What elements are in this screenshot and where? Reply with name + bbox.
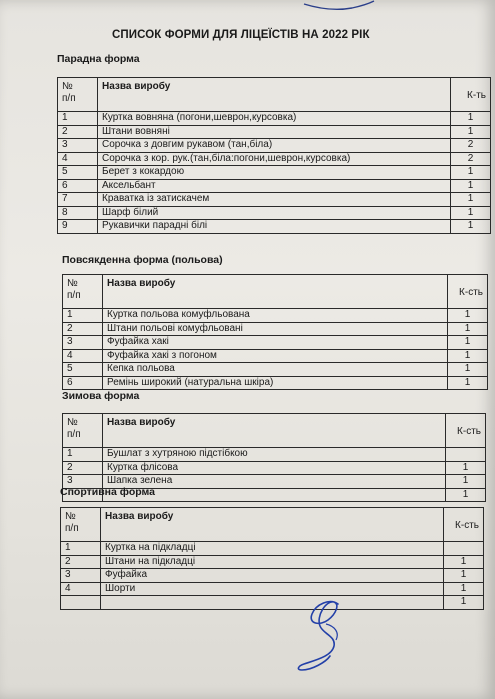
- row-number: 1: [63, 309, 103, 323]
- row-number: 4: [61, 582, 101, 596]
- row-item-name: Куртка флісова: [103, 461, 446, 475]
- row-item-name: Шорти: [101, 582, 444, 596]
- table-row: [58, 152, 491, 166]
- table-body: [61, 508, 484, 610]
- row-item-name: Фуфайка хакі: [103, 336, 448, 350]
- row-quantity: 1: [451, 220, 491, 234]
- header-item-name: Назва виробу: [98, 78, 451, 112]
- header-number: № п/п: [63, 275, 103, 309]
- table-row: [58, 139, 491, 153]
- table-row: [63, 336, 488, 350]
- row-quantity: 1: [448, 376, 488, 390]
- row-number: 4: [63, 349, 103, 363]
- section-heading-winter: Зимова форма: [62, 390, 140, 402]
- row-number: 4: [58, 152, 98, 166]
- row-quantity: 1: [446, 475, 486, 489]
- table-row: [63, 349, 488, 363]
- table-row: [61, 596, 484, 610]
- table-header-row: [61, 508, 484, 542]
- table-header-row: [58, 78, 491, 112]
- row-number: 3: [58, 139, 98, 153]
- signature-icon: [290, 596, 360, 676]
- row-quantity: 1: [451, 206, 491, 220]
- table-parade: [57, 77, 491, 234]
- row-item-name: Штани на підкладці: [101, 555, 444, 569]
- row-quantity: 1: [448, 309, 488, 323]
- row-item-name: Сорочка з кор. рук.(тан,біла:погони,шеврон,курсовка): [98, 152, 451, 166]
- header-item-name: Назва виробу: [103, 414, 446, 448]
- table-row: [63, 322, 488, 336]
- row-quantity: 1: [446, 461, 486, 475]
- table-row: [58, 206, 491, 220]
- row-quantity: [444, 542, 484, 556]
- header-quantity: К-ть: [451, 78, 491, 112]
- header-number: № п/п: [61, 508, 101, 542]
- row-quantity: [446, 448, 486, 462]
- row-number: 3: [63, 475, 103, 489]
- section-heading-parade: Парадна форма: [57, 53, 140, 65]
- table-field: [62, 274, 488, 390]
- table-row: [58, 193, 491, 207]
- row-quantity: 1: [448, 336, 488, 350]
- table-row: [63, 363, 488, 377]
- row-quantity: 1: [446, 488, 486, 502]
- table-row: [61, 582, 484, 596]
- row-number: 5: [58, 166, 98, 180]
- row-item-name: Шапка зелена: [103, 475, 446, 489]
- table-row: [63, 376, 488, 390]
- row-item-name: Сорочка з довгим рукавом (тан,біла): [98, 139, 451, 153]
- row-number: 9: [58, 220, 98, 234]
- row-number: 3: [61, 569, 101, 583]
- table-row: [61, 555, 484, 569]
- row-number: 7: [58, 193, 98, 207]
- pen-mark: [300, 0, 390, 14]
- row-quantity: 1: [444, 582, 484, 596]
- row-number: 2: [63, 322, 103, 336]
- row-item-name: Фуфайка: [101, 569, 444, 583]
- row-number: 2: [61, 555, 101, 569]
- document-title: СПИСОК ФОРМИ ДЛЯ ЛІЦЕЇСТІВ НА 2022 РІК: [112, 29, 370, 41]
- table-row: [58, 220, 491, 234]
- row-item-name: Штани польові комуфльовані: [103, 322, 448, 336]
- row-number: [61, 596, 101, 610]
- row-item-name: Краватка із затискачем: [98, 193, 451, 207]
- row-quantity: 2: [451, 152, 491, 166]
- row-item-name: Куртка вовняна (погони,шеврон,курсовка): [98, 112, 451, 126]
- row-quantity: 1: [451, 166, 491, 180]
- row-item-name: Куртка на підкладці: [101, 542, 444, 556]
- row-number: 8: [58, 206, 98, 220]
- header-number: № п/п: [58, 78, 98, 112]
- table-row: [61, 542, 484, 556]
- row-quantity: 1: [444, 569, 484, 583]
- table-row: [58, 179, 491, 193]
- row-number: 3: [63, 336, 103, 350]
- row-item-name: Рукавички парадні білі: [98, 220, 451, 234]
- row-item-name: [101, 596, 444, 610]
- row-quantity: 1: [451, 125, 491, 139]
- table-body: [63, 275, 488, 390]
- row-item-name: Аксельбант: [98, 179, 451, 193]
- row-number: 1: [63, 448, 103, 462]
- row-number: 2: [63, 461, 103, 475]
- row-number: 1: [61, 542, 101, 556]
- row-number: 6: [63, 376, 103, 390]
- row-number: 1: [58, 112, 98, 126]
- row-quantity: 1: [444, 555, 484, 569]
- row-number: 2: [58, 125, 98, 139]
- row-quantity: 1: [448, 349, 488, 363]
- row-item-name: Бушлат з хутряною підстібкою: [103, 448, 446, 462]
- table-body: [58, 78, 491, 234]
- row-number: 6: [58, 179, 98, 193]
- table-row: [63, 448, 486, 462]
- row-quantity: 1: [448, 363, 488, 377]
- table-row: [61, 569, 484, 583]
- table-row: [58, 112, 491, 126]
- header-quantity: К-сть: [444, 508, 484, 542]
- section-heading-field: Повсякденна форма (польова): [62, 254, 223, 266]
- row-quantity: 1: [451, 179, 491, 193]
- section-heading-sport: Спортивна форма: [60, 486, 155, 498]
- row-quantity: 1: [451, 112, 491, 126]
- header-quantity: К-сть: [446, 414, 486, 448]
- row-item-name: Берет з кокардою: [98, 166, 451, 180]
- header-item-name: Назва виробу: [101, 508, 444, 542]
- row-quantity: 1: [444, 596, 484, 610]
- row-item-name: Шарф білий: [98, 206, 451, 220]
- table-sport: [60, 507, 484, 610]
- table-row: [63, 309, 488, 323]
- row-item-name: Фуфайка хакі з погоном: [103, 349, 448, 363]
- table-row: [63, 461, 486, 475]
- row-item-name: Штани вовняні: [98, 125, 451, 139]
- table-row: [58, 125, 491, 139]
- row-quantity: 2: [451, 139, 491, 153]
- row-item-name: Кепка польова: [103, 363, 448, 377]
- header-quantity: К-сть: [448, 275, 488, 309]
- row-item-name: Ремінь широкий (натуральна шкіра): [103, 376, 448, 390]
- row-quantity: 1: [448, 322, 488, 336]
- header-item-name: Назва виробу: [103, 275, 448, 309]
- row-quantity: 1: [451, 193, 491, 207]
- row-number: 5: [63, 363, 103, 377]
- table-header-row: [63, 275, 488, 309]
- table-header-row: [63, 414, 486, 448]
- table-row: [58, 166, 491, 180]
- header-number: № п/п: [63, 414, 103, 448]
- row-item-name: Куртка польова комуфльована: [103, 309, 448, 323]
